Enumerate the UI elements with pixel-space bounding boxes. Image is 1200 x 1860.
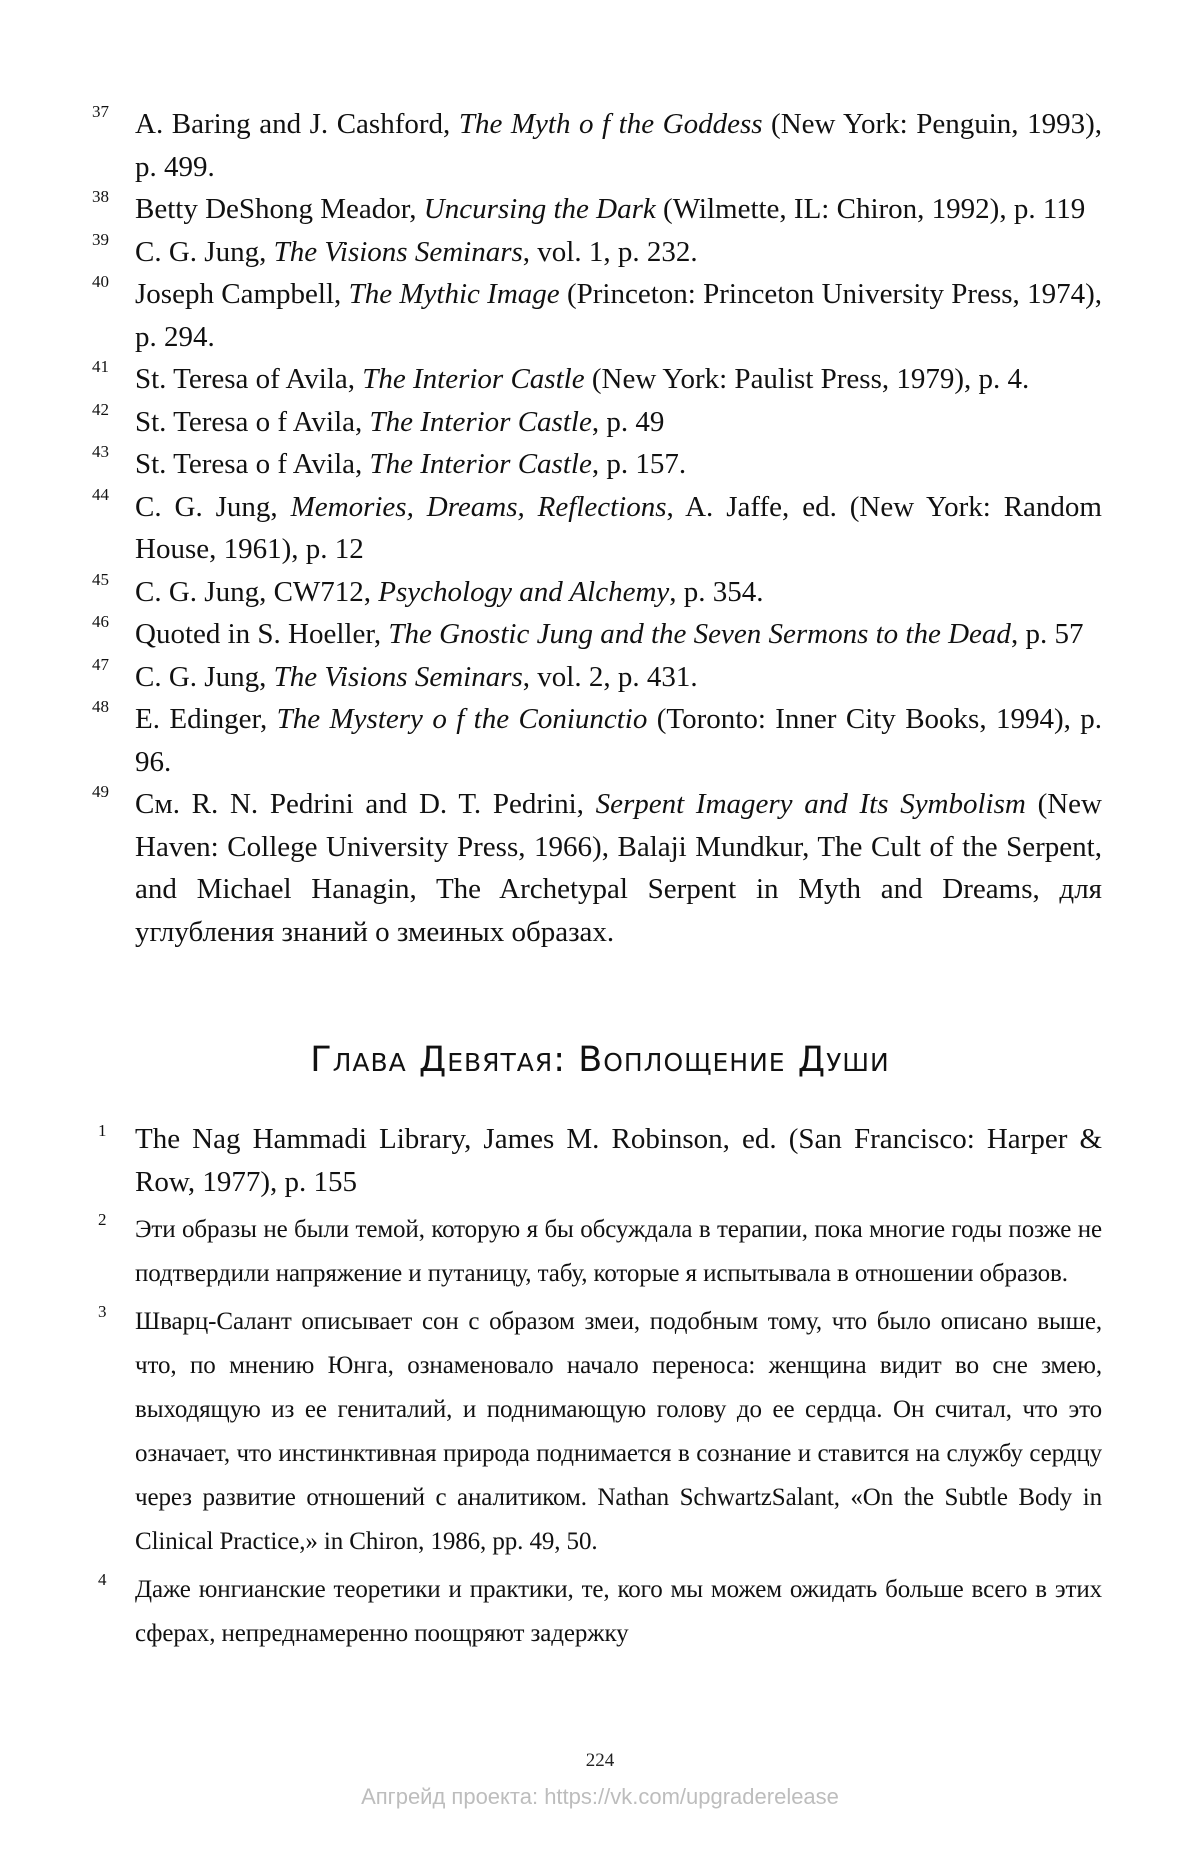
endnote (92, 571, 1102, 614)
citation-text: C. G. Jung, (135, 235, 274, 268)
work-title: The Gnostic Jung and the Seven Sermons to the Dead (388, 618, 1011, 650)
work-title: The Visions Seminars (273, 660, 523, 693)
citation-text: , vol. 2, p. 431. (522, 660, 698, 693)
endnote (92, 358, 1102, 401)
endnote-number: 3 (98, 1302, 107, 1321)
endnote-number: 43 (92, 442, 109, 461)
endnote (92, 1299, 1102, 1563)
endnote-text (135, 1308, 1102, 1555)
endnote (92, 656, 1102, 699)
endnote (92, 103, 1102, 188)
endnote-number: 44 (92, 484, 109, 504)
endnote (92, 486, 1102, 571)
work-title: The Interior Castle (369, 448, 592, 480)
citation-text: (Wilmette, IL: Chiron, 1992), p. 119 (655, 193, 1086, 225)
work-title: Uncursing the Dark (423, 193, 656, 225)
endnote (92, 698, 1102, 783)
endnote (92, 443, 1102, 486)
endnote-text (135, 236, 698, 268)
chapter-heading: Глава Девятая: Воплощение Души (310, 1040, 890, 1080)
citation-text: C. G. Jung, CW712, (135, 575, 379, 608)
endnote-text (135, 788, 1102, 948)
citation-text: (New York: Penguin, 1993), p. 499. (135, 108, 1103, 183)
citation-text: Шварц-Салант описывает сон с образом змеи, подобным тому, что было описано выше, что, по мнению Юнга, ознаменовало начало переноса: женщина видит во сне змею, выходящую из ее гениталий, и поднимающую голову до ее сердца. Он считал, что это означает, что инстинктивная природа поднимается в сознание и ставится на службу сердцу через развитие отношений с аналитиком. Nathan SchwartzSalant, «On the Subtle Body in Clinical Practice,» in Chiron, 1986, pp. 49, 50. (135, 1308, 1102, 1555)
citation-text: , p. 157. (591, 448, 687, 480)
citation-text: St. Teresa o f Avila, (135, 448, 370, 480)
citation-text: Betty DeShong Meador, (135, 193, 424, 225)
citation-text: C. G. Jung, (135, 490, 291, 523)
endnote-text (135, 1576, 1102, 1647)
citation-text: (Princeton: Princeton University Press, 1974), p. 294. (135, 278, 1102, 353)
endnote (92, 783, 1102, 953)
citation-text: , p. 354. (669, 575, 764, 608)
citation-text: A. Baring and J. Cashford, (135, 108, 459, 140)
endnote (92, 1567, 1102, 1655)
watermark: Апгрейд проекта: https://vk.com/upgraderelease (361, 1784, 839, 1809)
citation-text: , A. Jaffe, ed. (New York: Random House, 1961), p. 12 (135, 490, 1102, 565)
endnote (92, 188, 1102, 231)
work-title: The Myth o f the Goddess (458, 108, 763, 140)
citation-text: (New Haven: College University Press, 1966), Balaji Mundkur, The Cult of the Serpent, and Michael Hanagin, The Archetypal Serpent in Myth and Dreams, для углубления знаний о змеиных образах. (135, 788, 1102, 948)
endnote (92, 401, 1102, 444)
endnote-text (135, 406, 664, 438)
citation-text: Joseph Campbell, (135, 278, 349, 310)
endnote-number: 1 (98, 1121, 107, 1140)
citation-text: Эти образы не были темой, которую я бы обсуждала в терапии, пока многие годы позже не подтвердили напряжение и путаницу, табу, которые я испытывала в отношении образов. (135, 1216, 1102, 1287)
endnote-text (135, 703, 1102, 778)
work-title: The Mystery o f the Coniunctio (276, 703, 648, 735)
work-title: The Interior Castle (362, 363, 585, 395)
endnote-number: 4 (98, 1570, 107, 1589)
endnote-number: 42 (92, 399, 109, 419)
endnote-text (135, 363, 1029, 395)
endnote (92, 1118, 1102, 1203)
citation-text: C. G. Jung, (135, 660, 274, 693)
work-title: Serpent Imagery and Its Symbolism (595, 788, 1026, 820)
endnotes-list-previous-chapter (92, 103, 1102, 953)
endnote-number: 47 (92, 654, 109, 674)
citation-text: , p. 57 (1010, 618, 1084, 650)
work-title: Memories, Dreams, Reflections (290, 490, 667, 523)
endnote-text (135, 661, 698, 693)
work-title: Psychology and Alchemy (378, 575, 670, 608)
endnote-number: 39 (92, 229, 109, 249)
endnote (92, 613, 1102, 656)
endnote-text (135, 278, 1102, 353)
work-title: The Mythic Image (348, 278, 560, 310)
endnote-number: 41 (92, 357, 109, 376)
endnote-number: 38 (92, 187, 109, 206)
endnote-number: 49 (92, 782, 109, 801)
endnote-text (135, 108, 1102, 183)
endnote-number: 45 (92, 569, 109, 589)
endnote-number: 2 (98, 1210, 107, 1229)
citation-text: (New York: Paulist Press, 1979), p. 4. (584, 363, 1030, 395)
citation-text: , p. 49 (591, 405, 665, 438)
citation-text: , vol. 1, p. 232. (522, 235, 698, 268)
citation-text: Quoted in S. Hoeller, (135, 618, 389, 650)
endnote-text (135, 576, 764, 608)
citation-text: E. Edinger, (135, 703, 277, 735)
endnote-number: 40 (92, 272, 109, 291)
citation-text: См. R. N. Pedrini and D. T. Pedrini, (135, 788, 596, 820)
endnote-number: 48 (92, 697, 109, 716)
endnote (92, 273, 1102, 358)
work-title: The Interior Castle (369, 405, 592, 438)
endnotes-list-chapter-nine (92, 1118, 1102, 1659)
endnote-text (135, 193, 1085, 225)
citation-text: St. Teresa o f Avila, (135, 405, 370, 438)
endnote-text (135, 1216, 1102, 1287)
page-number: 224 (585, 1750, 615, 1771)
endnote-text (135, 1123, 1102, 1198)
endnote-text (135, 448, 686, 480)
endnote-text (135, 491, 1102, 566)
citation-text: Даже юнгианские теоретики и практики, те, кого мы можем ожидать больше всего в этих сферах, непреднамеренно поощряют задержку (135, 1576, 1102, 1647)
endnote-number: 37 (92, 102, 109, 121)
citation-text: The Nag Hammadi Library, James M. Robinson, ed. (San Francisco: Harper & Row, 1977), p. 155 (135, 1123, 1102, 1198)
endnote-number: 46 (92, 612, 109, 631)
endnote (92, 1207, 1102, 1295)
work-title: The Visions Seminars (273, 235, 523, 268)
citation-text: (Toronto: Inner City Books, 1994), p. 96. (135, 703, 1103, 778)
endnote (92, 231, 1102, 274)
citation-text: St. Teresa of Avila, (135, 363, 363, 395)
endnote-text (135, 618, 1083, 650)
